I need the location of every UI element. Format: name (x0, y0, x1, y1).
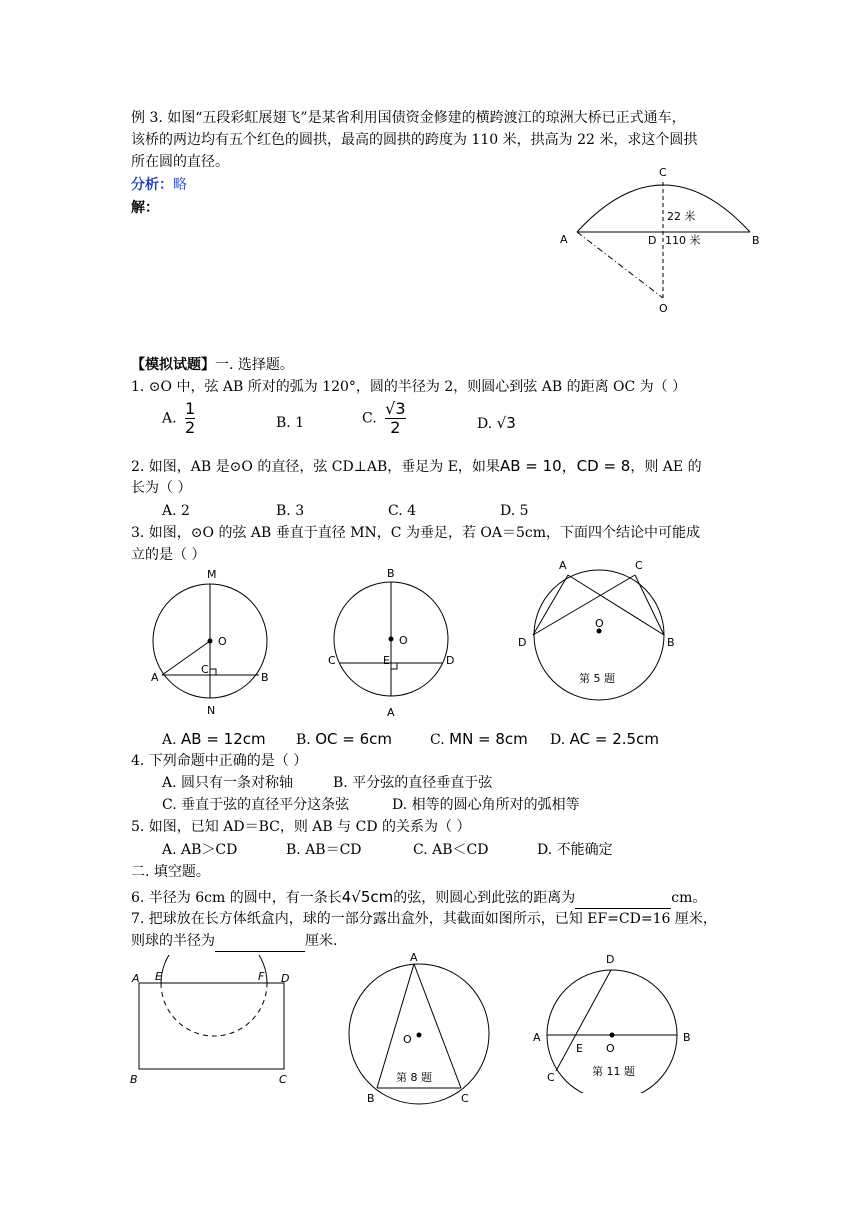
label-c: C (659, 166, 667, 179)
q4-option-a: A. 圆只有一条对称轴 (162, 775, 294, 791)
label-c: C (279, 1073, 287, 1086)
q2-option-b: B. 3 (276, 503, 305, 519)
question-7-line-2 (131, 931, 337, 952)
q4-option-b: B. 平分弦的直径垂直于弦 (333, 775, 493, 791)
q7-text-b: 厘米. (305, 933, 338, 949)
section-1-title: 一. 选择题。 (215, 357, 294, 373)
q1-a-den: 2 (185, 418, 196, 437)
q1-a-fraction (185, 400, 195, 437)
label-o: O (403, 1033, 412, 1046)
q4-option-d: D. 相等的圆心角所对的弧相等 (392, 797, 580, 813)
label-o: O (218, 635, 227, 648)
q3-c-label: C. (430, 732, 445, 748)
height-label: 22 米 (667, 210, 696, 223)
label-o: O (606, 1042, 615, 1055)
solution-label: 解： (131, 200, 159, 216)
label-b: B (752, 234, 760, 247)
example-line-2: 该桥的两边均有五个红色的圆拱，最高的圆拱的跨度为 110 米，拱高为 22 米，求这个圆拱 (131, 132, 698, 148)
q3-a-math: AB = 12cm (181, 730, 266, 748)
label-n: N (207, 704, 216, 717)
q1-a-num: 1 (185, 399, 196, 418)
q1-option-a (162, 400, 195, 444)
ball-in-box-figure (125, 955, 300, 1095)
question-1: 1. ⊙O 中，弦 AB 所对的弧为 120°，圆的半径为 2，则圆心到弦 AB 的距离 OC 为（ ） (131, 379, 687, 395)
question-3-line-2: 立的是（ ） (131, 547, 206, 563)
figure-caption: 第 5 题 (579, 672, 615, 685)
q3-b-label: B. (296, 732, 311, 748)
label-b: B (130, 1073, 138, 1086)
chord-dc (556, 970, 611, 1071)
q3-option-d (550, 729, 659, 750)
analysis-text: 略 (173, 177, 187, 193)
question-4: 4. 下列命题中正确的是（ ） (131, 753, 308, 769)
q5-option-c: C. AB＜CD (413, 842, 489, 858)
label-a: A (559, 559, 567, 572)
circle-figure-11 (530, 948, 700, 1093)
span-label: 110 米 (665, 234, 701, 247)
q6-math: 4√5cm (341, 888, 394, 906)
right-angle-mark (391, 663, 397, 669)
label-c: C (547, 1071, 555, 1084)
circle-figure-mn (145, 565, 275, 720)
q6-text-b: 的弦，则圆心到此弦的距离为 (393, 890, 576, 906)
label-a: A (410, 951, 418, 964)
chord-ab (377, 964, 414, 1088)
question-3-line-1: 3. 如图，⊙O 的弦 AB 垂直于直径 MN，C 为垂足，若 OA＝5cm，下面四个结论中可能成 (131, 525, 701, 541)
q6-text-a: 6. 半径为 6cm 的圆中，有一条长 (131, 890, 342, 906)
label-d: D (518, 636, 527, 649)
ball-hidden-arc (161, 983, 267, 1036)
label-e: E (155, 970, 162, 983)
label-b: B (261, 671, 269, 684)
section-2-title: 二. 填空题。 (131, 864, 210, 880)
question-6 (131, 887, 706, 909)
circle-figure-8 (340, 948, 500, 1108)
analysis-label: 分析： (131, 177, 173, 193)
right-angle-mark (210, 669, 216, 675)
q3-d-math: AC = 2.5cm (569, 730, 659, 748)
q1-c-fraction (385, 400, 405, 437)
chord-ac (414, 964, 461, 1088)
label-a: A (132, 972, 140, 985)
q1-d-value: √3 (496, 414, 516, 432)
q1-a-label: A. (162, 410, 177, 427)
label-b: B (667, 636, 675, 649)
label-b: B (367, 1092, 375, 1105)
q3-option-c (430, 729, 528, 750)
q2-option-a: A. 2 (162, 503, 190, 519)
ball-visible-arc (161, 955, 267, 983)
label-e: E (576, 1042, 583, 1055)
center-dot (417, 1033, 422, 1038)
label-c: C (328, 654, 336, 667)
example-line-1: 例 3. 如图“五段彩虹展翅飞”是某省利用国债资金修建的横跨渡江的琼洲大桥已正式通车， (131, 110, 686, 126)
label-a: A (533, 1031, 541, 1044)
label-c: C (201, 663, 209, 676)
q3-option-b (296, 729, 392, 750)
mock-heading-line (131, 355, 294, 375)
label-o: O (659, 302, 668, 315)
q2-text-a: 2. 如图，AB 是⊙O 的直径，弦 CD⊥AB，垂足为 E，如果 (131, 459, 500, 475)
label-a: A (151, 671, 159, 684)
q6-answer-blank[interactable] (575, 888, 671, 909)
label-d: D (446, 654, 455, 667)
q3-c-math: MN = 8cm (449, 730, 528, 748)
mock-heading: 【模拟试题】 (131, 357, 215, 373)
question-7-line-1: 7. 把球放在长方体纸盒内，球的一部分露出盒外，其截面如图所示，已知 EF=CD=16 厘米， (131, 911, 717, 927)
q5-option-d: D. 不能确定 (537, 842, 613, 858)
q2-text-b: ，则 AE 的 (630, 459, 702, 475)
box-rect (139, 983, 284, 1069)
label-o: O (595, 617, 604, 630)
q2-math: AB = 10，CD = 8 (499, 457, 631, 475)
analysis-line (131, 175, 187, 195)
q1-d-label: D. (477, 416, 493, 432)
q1-option-c (362, 400, 406, 444)
q3-option-a (162, 729, 266, 750)
q7-text-a: 则球的半径为 (131, 933, 215, 949)
circle-figure-cd (325, 565, 460, 720)
label-m: M (207, 568, 217, 581)
chord-dc (533, 575, 635, 635)
example-line-3: 所在圆的直径。 (131, 154, 229, 170)
label-e: E (383, 654, 390, 667)
q6-text-c: cm。 (671, 890, 707, 906)
q3-d-label: D. (550, 732, 566, 748)
question-2-line-1 (131, 456, 702, 477)
question-5: 5. 如图，已知 AD＝BC，则 AB 与 CD 的关系为（ ） (131, 819, 471, 835)
center-dot (610, 1033, 615, 1038)
q4-option-c: C. 垂直于弦的直径平分这条弦 (162, 797, 350, 813)
q1-c-num: √3 (385, 399, 406, 418)
figure-caption: 第 8 题 (396, 1071, 432, 1084)
q1-option-b: B. 1 (276, 415, 305, 431)
q5-option-b: B. AB＝CD (286, 842, 362, 858)
bridge-arch-figure (555, 160, 770, 320)
label-b: B (387, 567, 395, 580)
center-dot (389, 637, 394, 642)
figure-caption: 第 11 题 (592, 1065, 635, 1078)
q7-answer-blank[interactable] (215, 931, 305, 952)
label-d: D (281, 972, 290, 985)
question-2-line-2: 长为（ ） (131, 480, 192, 496)
chord-da (533, 575, 568, 635)
center-dot (208, 639, 213, 644)
q5-option-a: A. AB＞CD (162, 842, 238, 858)
label-d: D (606, 953, 615, 966)
q3-a-label: A. (162, 732, 177, 748)
label-b: B (683, 1031, 691, 1044)
label-f: F (258, 970, 265, 983)
circle-figure-5 (515, 555, 685, 705)
q1-option-d (477, 413, 516, 434)
q2-option-d: D. 5 (500, 503, 529, 519)
q1-c-label: C. (362, 410, 377, 427)
label-c: C (635, 559, 643, 572)
label-a: A (387, 706, 395, 719)
label-d: D (648, 234, 657, 247)
q1-c-den: 2 (385, 418, 405, 437)
label-a: A (560, 233, 568, 246)
q3-b-math: OC = 6cm (315, 730, 392, 748)
q2-option-c: C. 4 (388, 503, 417, 519)
label-o: O (399, 634, 408, 647)
label-c: C (461, 1092, 469, 1105)
